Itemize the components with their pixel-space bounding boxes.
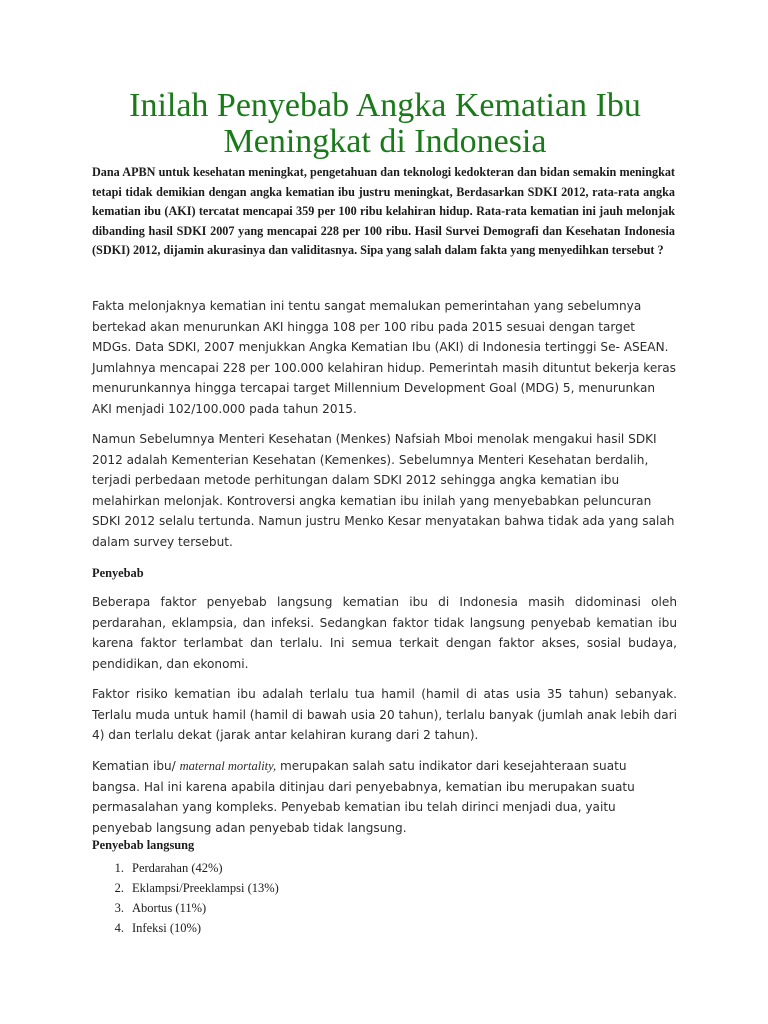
list-item-text: Perdarahan (42%) [132, 861, 223, 875]
section-heading-penyebab: Penyebab [92, 566, 144, 580]
intro-paragraph: Dana APBN untuk kesehatan meningkat, pengetahuan dan teknologi kedokteran dan bidan semakin meningkat tetapi tidak demikian dengan angka kematian ibu justru meningkat, Berdasarkan SDKI 2012, rata-rata angka kematian ibu (AKI) tercatat mencapai 359 per 100 ribu kelahiran hidup. Rata-rata kematian ini jauh melonjak dibanding hasil SDKI 2007 yang mencapai 228 per 100 ribu. Hasil Survei Demografi dan Kesehatan Indonesia (SDKI) 2012, dijamin akurasinya dan validitasnya. Sipa yang salah dalam fakta yang menyedihkan tersebut ? [92, 165, 675, 258]
maternal-mortality-term: maternal mortality, [179, 759, 277, 773]
list-item-number: 3. [114, 901, 124, 915]
paragraph-5-rest: merupakan salah satu indikator dari kesejahteraan suatu bangsa. Hal ini karena apabila ditinjau dari penyebabnya, kematian ibu merupakan suatu permasalahan yang kompleks. Penyebab kematian ibu telah dirinci menjadi dua, yaitu penyebab langsung adan penyebab tidak langsung. [92, 759, 635, 835]
list-item-text: Eklampsi/Preeklampsi (13%) [132, 881, 279, 895]
paragraph-2: Namun Sebelumnya Menteri Kesehatan (Menkes) Nafsiah Mboi menolak mengakui hasil SDKI 2012 adalah Kementerian Kesehatan (Kemenkes). Sebelumnya Menteri Kesehatan berdalih, terjadi perbedaan metode perhitungan dalam SDKI 2012 sehingga angka kematian ibu melahirkan melonjak. Kontroversi angka kematian ibu inilah yang menyebabkan peluncuran SDKI 2012 selalu tertunda. Namun justru Menko Kesar menyatakan bahwa tidak ada yang salah dalam survey tersebut. [92, 432, 675, 549]
page-title: Inilah Penyebab Angka Kematian Ibu Meningkat di Indonesia [129, 87, 641, 160]
paragraph-5 [92, 756, 677, 838]
paragraph-5-start: Kematian ibu/ [92, 759, 180, 773]
paragraph-4: Faktor risiko kematian ibu adalah terlalu tua hamil (hamil di atas usia 35 tahun) sebanyak. Terlalu muda untuk hamil (hamil di bawah usia 20 tahun), terlalu banyak (jumlah anak lebih dari 4) dan terlalu dekat (jarak antar kelahiran kurang dari 2 tahun). [92, 687, 677, 743]
paragraph-1: Fakta melonjaknya kematian ini tentu sangat memalukan pemerintahan yang sebelumnya bertekad akan menurunkan AKI hingga 108 per 100 ribu pada 2015 sesuai dengan target MDGs. Data SDKI, 2007 menjukkan Angka Kematian Ibu (AKI) di Indonesia tertinggi Se- ASEAN. Jumlahnya mencapai 228 per 100.000 kelahiran hidup. Pemerintah masih dituntut bekerja keras menurunkannya hingga tercapai target Millennium Development Goal (MDG) 5, menurunkan AKI menjadi 102/100.000 pada tahun 2015. [92, 299, 676, 416]
list-item [92, 858, 279, 878]
list-item-number: 1. [114, 861, 124, 875]
list-item [92, 878, 279, 898]
section-heading-penyebab-langsung: Penyebab langsung [92, 838, 195, 852]
causes-list [92, 858, 279, 938]
list-item-text: Infeksi (10%) [132, 921, 202, 935]
list-item-text: Abortus (11%) [132, 901, 207, 915]
list-item-number: 2. [114, 881, 124, 895]
list-item [92, 898, 279, 918]
paragraph-3: Beberapa faktor penyebab langsung kematian ibu di Indonesia masih didominasi oleh perdarahan, eklampsia, dan infeksi. Sedangkan faktor tidak langsung penyebab kematian ibu karena faktor terlambat dan terlalu. Ini semua terkait dengan faktor akses, sosial budaya, pendidikan, dan ekonomi. [92, 595, 677, 671]
list-item-number: 4. [114, 921, 124, 935]
list-item [92, 918, 279, 938]
